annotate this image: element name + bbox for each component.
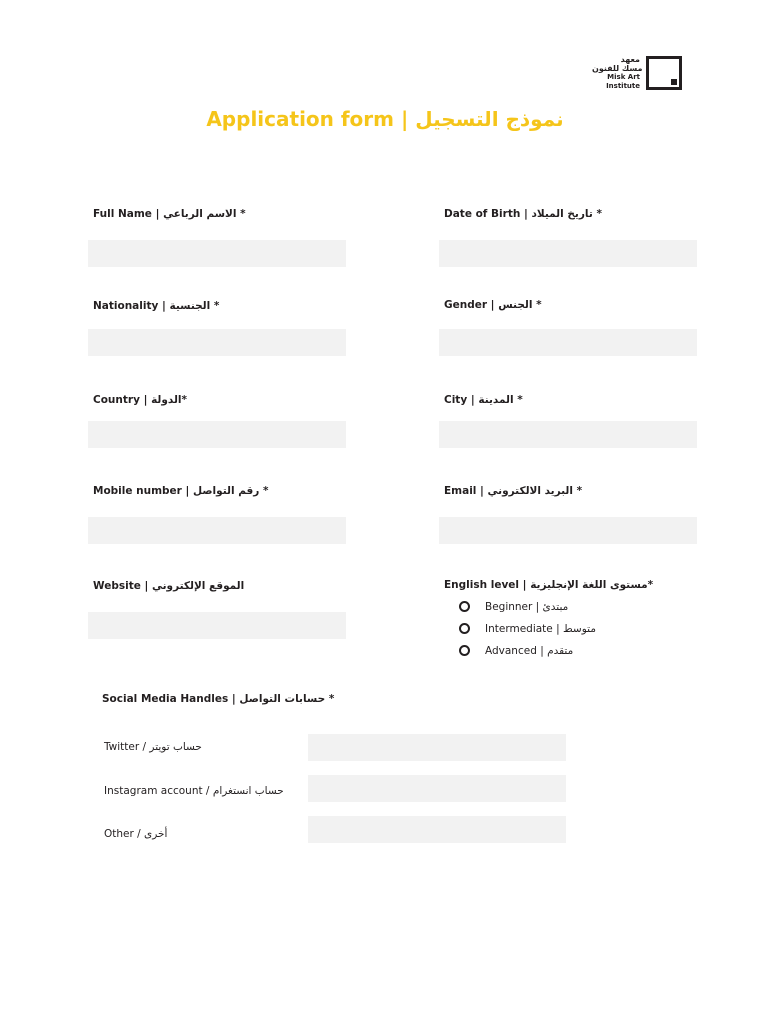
label-country: Country | الدولة* [93,394,188,406]
city-field[interactable] [439,421,697,448]
label-mobile: Mobile number | رقم التواصل * [93,485,269,497]
radio-intermediate[interactable] [459,623,470,634]
option-intermediate-label: Intermediate | متوسط [485,623,596,635]
twitter-field[interactable] [308,734,566,761]
logo-english-line2: Institute [606,82,640,90]
email-field[interactable] [439,517,697,544]
option-advanced-label: Advanced | متقدم [485,645,574,657]
instagram-field[interactable] [308,775,566,802]
gender-field[interactable] [439,329,697,356]
social-heading: Social Media Handles | حسابات التواصل * [102,693,335,705]
option-beginner-label: Beginner | مبتدئ [485,601,569,613]
label-website: Website | الموقع الإلكتروني [93,580,245,592]
website-field[interactable] [88,612,346,639]
label-english-level: English level | مستوى اللغة الإنجليزية* [444,579,654,591]
label-instagram: Instagram account / حساب انستغرام [104,785,284,797]
page-title: Application form | نموذج التسجيل [206,107,564,131]
logo-arabic-line1: معهد [620,55,640,64]
full-name-field[interactable] [88,240,346,267]
nationality-field[interactable] [88,329,346,356]
logo-text [592,55,643,91]
logo-arabic-line2: مسك للفنون [592,64,643,73]
label-other: Other / أخرى [104,828,168,840]
date-of-birth-field[interactable] [439,240,697,267]
radio-beginner[interactable] [459,601,470,612]
label-nationality: Nationality | الجنسية * [93,300,220,312]
label-city: City | المدينة * [444,394,523,406]
country-field[interactable] [88,421,346,448]
label-full-name: Full Name | الاسم الرباعي * [93,208,246,220]
logo-english-line1: Misk Art [607,73,640,81]
mobile-field[interactable] [88,517,346,544]
label-date-of-birth: Date of Birth | تاريخ الميلاد * [444,208,602,220]
label-gender: Gender | الجنس * [444,299,542,311]
logo-mark [646,56,682,90]
radio-advanced[interactable] [459,645,470,656]
label-twitter: Twitter / حساب تويتر [104,741,202,753]
label-email: Email | البريد الالكتروني * [444,485,583,497]
other-field[interactable] [308,816,566,843]
